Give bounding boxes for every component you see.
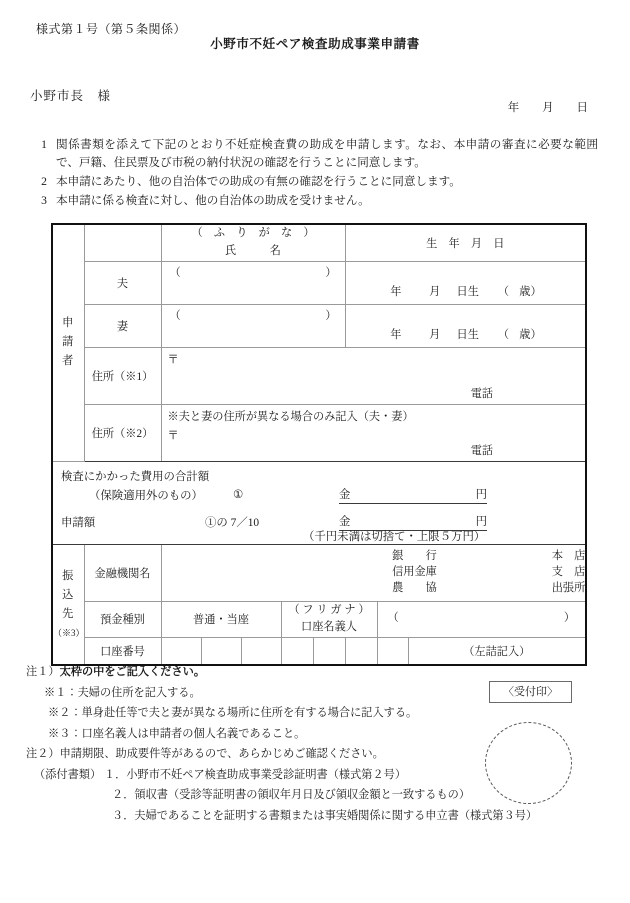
bank-name-label: 金融機関名 xyxy=(84,544,161,601)
clause-item xyxy=(32,136,598,172)
form-number: 様式第１号（第５条関係） xyxy=(36,22,187,36)
dob-age-close: 歳） xyxy=(519,328,542,341)
table-row-bank-institution xyxy=(52,544,586,601)
claim-formula-label: ①の 7／10 xyxy=(205,516,260,529)
cost-total-amount-input[interactable] xyxy=(339,486,487,504)
attachments-line-1 xyxy=(26,767,506,784)
attachment-item: ２．領収書（受診等証明書の領収年月日及び領収金額と一致するもの） xyxy=(112,789,471,802)
table-row-deposit-type xyxy=(52,601,586,637)
cost-mark-1: ① xyxy=(233,488,244,501)
paren-close: ） xyxy=(563,611,576,624)
address1-tel-label: 電話 xyxy=(470,387,494,400)
clause-item xyxy=(32,192,598,210)
account-number-label: 口座番号 xyxy=(84,637,161,665)
furigana-label: （ ふ り が な ） xyxy=(191,227,315,239)
money-prefix: 金 xyxy=(339,515,351,528)
husband-furigana-parens xyxy=(170,264,337,280)
account-number-digit[interactable] xyxy=(161,637,201,665)
note-2: 注２）申請期限、助成要件等があるので、あらかじめご確認ください。 xyxy=(26,748,384,761)
branch-type-option[interactable]: 本 店 xyxy=(551,549,586,562)
application-table xyxy=(51,223,587,666)
dob-age-open: （ xyxy=(497,328,510,341)
account-number-digit[interactable] xyxy=(377,637,408,665)
clause-number: 1 xyxy=(41,138,47,151)
cost-section[interactable] xyxy=(52,461,586,544)
dob-day-label: 日生 xyxy=(456,285,479,298)
wife-furigana-parens xyxy=(170,307,337,323)
account-number-digit[interactable] xyxy=(313,637,345,665)
addressee: 小野市長 様 xyxy=(30,89,112,103)
wife-label: 妻 xyxy=(84,304,161,347)
account-number-digit[interactable] xyxy=(281,637,313,665)
money-suffix: 円 xyxy=(475,488,487,501)
address2-label: 住所（※2） xyxy=(84,404,161,461)
address1-input[interactable] xyxy=(161,347,586,404)
dob-month-label: 月 xyxy=(429,328,441,341)
attachment-item: １．小野市不妊ペア検査助成事業受診証明書（様式第２号） xyxy=(103,768,407,781)
clause-number: 2 xyxy=(41,174,47,188)
applicant-label-char: 請 xyxy=(62,336,75,349)
table-row-account-number xyxy=(52,637,586,665)
bank-name-input[interactable] xyxy=(161,544,586,601)
wife-dob-input[interactable] xyxy=(345,304,586,347)
receipt-stamp-circle xyxy=(485,722,572,804)
clause-number: 3 xyxy=(41,193,47,207)
dob-day-label: 日生 xyxy=(456,328,479,341)
account-holder-label: 口座名義人 xyxy=(301,621,357,634)
table-row-cost xyxy=(52,461,586,544)
transfer-label-char: 先 xyxy=(62,608,75,621)
table-row-name-header xyxy=(52,224,586,261)
applicant-label-char: 者 xyxy=(62,355,75,368)
paren-close: ） xyxy=(325,309,337,322)
bank-kind-option[interactable]: 信用金庫 xyxy=(392,565,437,578)
name-column-header xyxy=(161,224,345,261)
paren-open: （ xyxy=(169,309,181,322)
address1-label: 住所（※1） xyxy=(84,347,161,404)
branch-type-option[interactable]: 出張所 xyxy=(551,581,586,594)
bank-kind-option[interactable]: 農 協 xyxy=(392,581,437,594)
deposit-type-value[interactable]: 普通・当座 xyxy=(161,601,281,637)
paren-close: ） xyxy=(325,266,337,279)
clause-item xyxy=(32,173,598,191)
cost-noninsurance-label: （保険適用外のもの） xyxy=(89,489,203,502)
cost-total-label: 検査にかかった費用の合計額 xyxy=(61,470,210,483)
clause-list xyxy=(32,136,598,211)
receipt-stamp-label: 〈受付印〉 xyxy=(489,681,572,703)
wife-dob-labels xyxy=(346,326,576,342)
account-holder-furigana-label: （ フ リ ガ ナ ） xyxy=(288,603,370,616)
applicant-vertical-label xyxy=(52,224,84,461)
table-row-husband xyxy=(52,261,586,304)
note-mark-1: ※１：夫婦の住所を記入する。 xyxy=(44,686,201,699)
dob-year-label: 年 xyxy=(390,285,402,298)
account-number-digit[interactable] xyxy=(241,637,281,665)
paren-open: （ xyxy=(387,611,399,624)
deposit-type-label: 預金種別 xyxy=(84,601,161,637)
dob-column-header: 生 年 月 日 xyxy=(345,224,586,261)
address1-zip-symbol: 〒 xyxy=(167,353,179,366)
table-row-wife xyxy=(52,304,586,347)
attachments-label: （添付書類） xyxy=(34,768,102,781)
transfer-vertical-label xyxy=(52,544,84,664)
clause-text: 関係書類を添えて下記のとおり不妊症検査費の助成を申請します。なお、本申請の審査に必要な範囲で、戸籍、住民票及び市税の納付状況の確認を行うことに同意します。 xyxy=(56,138,598,169)
dob-year-label: 年 xyxy=(390,328,402,341)
dob-age-close: 歳） xyxy=(519,285,542,298)
husband-name-input[interactable] xyxy=(161,261,345,304)
transfer-label-char: 込 xyxy=(62,589,75,602)
account-holder-header xyxy=(281,601,377,637)
address2-note: ※夫と妻の住所が異なる場合のみ記入（夫・妻） xyxy=(167,410,414,423)
note-1-text: 太枠の中をご記入ください。 xyxy=(59,666,206,678)
money-prefix: 金 xyxy=(339,488,351,501)
branch-type-option[interactable]: 支 店 xyxy=(551,565,586,578)
name-label: 氏 名 xyxy=(225,244,281,257)
address2-tel-label: 電話 xyxy=(470,444,494,457)
account-holder-parens xyxy=(388,609,576,625)
claim-amount-label: 申請額 xyxy=(61,516,96,529)
table-row-address1 xyxy=(52,347,586,404)
date-year-label: 年 xyxy=(507,102,520,114)
submission-date-line xyxy=(508,99,588,115)
date-month-label: 月 xyxy=(542,102,554,114)
paren-open: （ xyxy=(169,266,181,279)
name-header-blank xyxy=(84,224,161,261)
money-suffix: 円 xyxy=(475,515,487,528)
dob-age-open: （ xyxy=(497,285,510,298)
husband-dob-labels xyxy=(346,283,576,299)
note-1 xyxy=(26,664,506,681)
account-holder-input[interactable] xyxy=(377,601,586,637)
table-row-address2 xyxy=(52,404,586,461)
husband-dob-input[interactable] xyxy=(345,261,586,304)
wife-name-input[interactable] xyxy=(161,304,345,347)
dob-month-label: 月 xyxy=(429,285,441,298)
date-day-label: 日 xyxy=(576,102,588,114)
branch-type-options[interactable] xyxy=(534,549,604,597)
note-mark-3: ※３：口座名義人は申請者の個人名義であること。 xyxy=(48,727,306,740)
applicant-label-char: 申 xyxy=(62,317,75,330)
note-1-prefix: 注１） xyxy=(26,666,60,678)
address2-zip-symbol: 〒 xyxy=(167,429,179,442)
address2-input[interactable] xyxy=(161,404,586,461)
account-number-hint: （左詰記入） xyxy=(408,637,586,665)
note-mark-2: ※２：単身赴任等で夫と妻が異なる場所に住所を有する場合に記入する。 xyxy=(48,707,418,720)
transfer-label-char: 振 xyxy=(62,570,75,582)
claim-amount-note: （千円未満は切捨て・上限５万円） xyxy=(303,530,486,543)
page-title: 小野市不妊ペア検査助成事業申請書 xyxy=(210,37,420,51)
account-number-digit[interactable] xyxy=(201,637,241,665)
bank-kind-option[interactable]: 銀 行 xyxy=(392,549,437,562)
transfer-label-note: （※3） xyxy=(53,628,85,639)
account-number-digit[interactable] xyxy=(345,637,377,665)
clause-text: 本申請にあたり、他の自治体での助成の有無の確認を行うことに同意します。 xyxy=(56,174,461,188)
clause-text: 本申請に係る検査に対し、他の自治体の助成を受けません。 xyxy=(56,193,370,207)
attachment-item: ３．夫婦であることを証明する書類または事実婚関係に関する申立書（様式第３号） xyxy=(112,809,538,822)
bank-kind-options[interactable] xyxy=(376,549,454,597)
husband-label: 夫 xyxy=(84,261,161,304)
